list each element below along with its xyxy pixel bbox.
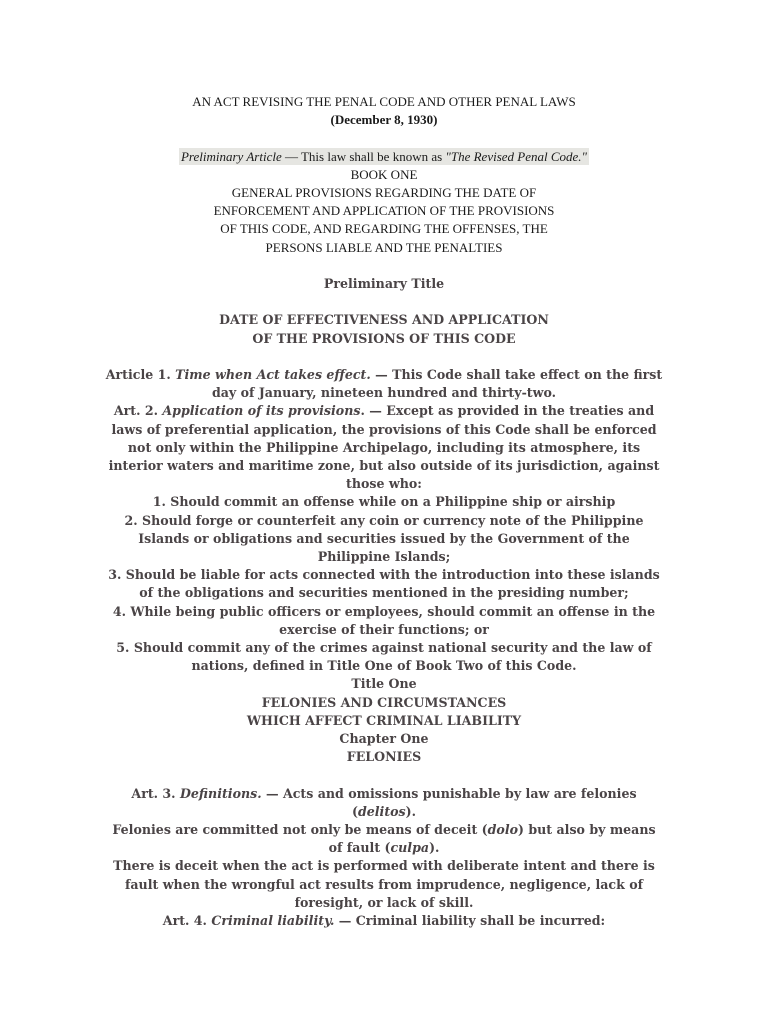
article-2-line: interior waters and maritime zone, but also outside of its jurisdiction, against bbox=[108, 458, 660, 473]
article-3-line: Felonies are committed not only be means of deceit (dolo) but also by means bbox=[112, 822, 656, 838]
preliminary-title-heading: DATE OF EFFECTIVENESS AND APPLICATION bbox=[219, 312, 549, 328]
preliminary-article-highlight: Preliminary Article — This law shall be known as "The Revised Penal Code." bbox=[180, 148, 588, 164]
article-1-line: Article 1. Time when Act takes effect. — This Code shall take effect on the first bbox=[105, 366, 663, 382]
preliminary-title-label: Preliminary Title bbox=[323, 276, 445, 291]
book-subtitle-line: OF THIS CODE, AND REGARDING THE OFFENSES, THE bbox=[220, 221, 548, 237]
preliminary-title-heading: OF THE PROVISIONS OF THIS CODE bbox=[252, 330, 516, 346]
article-2-item: 4. While being public officers or employees, should commit an offense in the bbox=[112, 603, 656, 619]
article-3-line: fault when the wrongful act results from imprudence, negligence, lack of bbox=[124, 876, 644, 892]
title-one-label: Title One bbox=[351, 676, 417, 692]
document-body bbox=[100, 93, 668, 930]
article-2-item: 1. Should commit an offense while on a Philippine ship or airship bbox=[152, 494, 616, 510]
preliminary-article bbox=[100, 148, 668, 166]
article-2-item: nations, defined in Title One of Book Two of this Code. bbox=[191, 658, 577, 674]
article-2-item: Philippine Islands; bbox=[317, 549, 451, 565]
act-title: AN ACT REVISING THE PENAL CODE AND OTHER PENAL LAWS bbox=[192, 94, 576, 109]
article-2-item: of the obligations and securities mentioned in the presiding number; bbox=[139, 585, 629, 601]
act-date: (December 8, 1930) bbox=[330, 112, 438, 128]
article-2-line: laws of preferential application, the provisions of this Code shall be enforced bbox=[111, 421, 657, 437]
article-2-line: those who: bbox=[346, 476, 422, 492]
book-subtitle-line: ENFORCEMENT AND APPLICATION OF THE PROVISIONS bbox=[213, 203, 555, 219]
article-2-item: Islands or obligations and securities issued by the Government of the bbox=[138, 530, 630, 546]
book-title: BOOK ONE bbox=[350, 166, 418, 182]
article-2-item: 3. Should be liable for acts connected with the introduction into these islands bbox=[108, 567, 660, 583]
article-3-line: (delitos). bbox=[351, 803, 416, 819]
article-3-line: There is deceit when the act is performed with deliberate intent and there is bbox=[113, 858, 655, 874]
book-subtitle-line: PERSONS LIABLE AND THE PENALTIES bbox=[265, 239, 503, 255]
article-3-line: Art. 3. Definitions. — Acts and omissions punishable by law are felonies bbox=[131, 785, 637, 801]
article-3-line: of fault (culpa). bbox=[328, 840, 440, 856]
chapter-title: FELONIES bbox=[346, 749, 422, 765]
article-2-line: not only within the Philippine Archipelago, including its atmosphere, its bbox=[127, 439, 641, 455]
title-one-heading: WHICH AFFECT CRIMINAL LIABILITY bbox=[246, 712, 522, 728]
article-2-item: 2. Should forge or counterfeit any coin or currency note of the Philippine bbox=[124, 512, 644, 528]
article-4-line: Art. 4. Criminal liability. — Criminal liability shall be incurred: bbox=[162, 913, 606, 929]
article-2-item: 5. Should commit any of the crimes against national security and the law of bbox=[116, 640, 652, 656]
book-subtitle-line: GENERAL PROVISIONS REGARDING THE DATE OF bbox=[231, 185, 537, 200]
title-one-heading: FELONIES AND CIRCUMSTANCES bbox=[261, 694, 507, 710]
article-2-line: Art. 2. Application of its provisions. — Except as provided in the treaties and bbox=[113, 403, 655, 419]
article-1-line: day of January, nineteen hundred and thirty-two. bbox=[211, 385, 557, 401]
article-3-line: foresight, or lack of skill. bbox=[294, 894, 474, 910]
chapter-label: Chapter One bbox=[339, 731, 429, 747]
article-2-item: exercise of their functions; or bbox=[279, 621, 489, 637]
